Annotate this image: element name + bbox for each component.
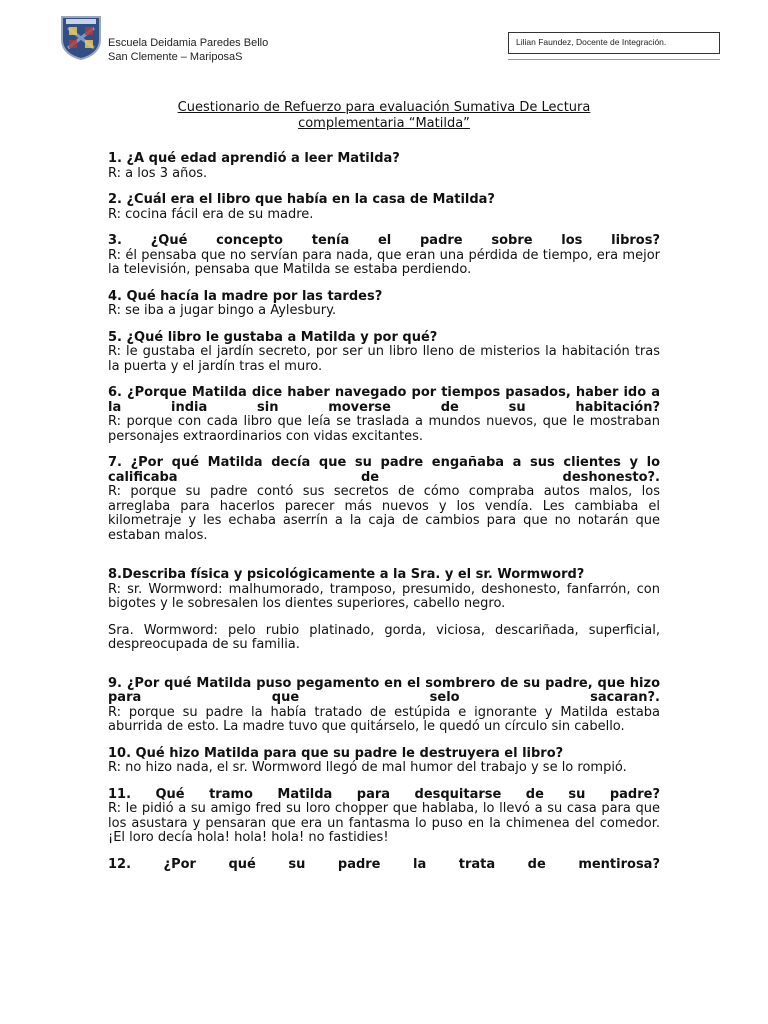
answer-text-continued: Sra. Wormword: pelo rubio platinado, gorda, viciosa, descariñada, superficial, despreocupada de su familia. bbox=[108, 622, 660, 652]
question-text: 5. ¿Qué libro le gustaba a Matilda y por qué? bbox=[108, 329, 438, 345]
question-item bbox=[108, 858, 660, 873]
answer-text: R: le gustaba el jardín secreto, por ser un libro lleno de misterios la habitación tras la puerta y el jardín tras el muro. bbox=[108, 344, 660, 374]
question-item bbox=[108, 290, 660, 319]
question-item bbox=[108, 234, 660, 278]
title-line-1: Cuestionario de Refuerzo para evaluación Sumativa De Lectura bbox=[177, 100, 591, 115]
question-text: 11. Qué tramo Matilda para desquitarse de su padre? bbox=[108, 786, 660, 802]
question-item bbox=[108, 193, 660, 222]
title-line-2: complementaria “Matilda” bbox=[298, 116, 470, 131]
questionnaire bbox=[108, 152, 660, 884]
question-item bbox=[108, 152, 660, 181]
question-item bbox=[108, 747, 660, 776]
answer-text: R: porque su padre la había tratado de estúpida e ignorante y Matilda estaba aburrida de esto. La madre tuvo que quitárselo, le quedó un círculo sin cabello. bbox=[108, 704, 660, 734]
school-name: Escuela Deidamia Paredes Bello bbox=[108, 37, 269, 49]
question-text: 8.Describa física y psicológicamente a la Sra. y el sr. Wormword? bbox=[108, 567, 585, 582]
question-text: 9. ¿Por qué Matilda puso pegamento en el sombrero de su padre, que hizo para que selo sacaran?. bbox=[108, 675, 660, 705]
answer-text: R: no hizo nada, el sr. Wormword llegó de mal humor del trabajo y se lo rompió. bbox=[108, 760, 627, 775]
question-text: 6. ¿Porque Matilda dice haber navegado por tiempos pasados, haber ido a la india sin moverse de su habitación? bbox=[108, 385, 660, 415]
answer-text: R: se iba a jugar bingo a Aylesbury. bbox=[108, 303, 337, 318]
document-title bbox=[120, 100, 648, 132]
question-text: 4. Qué hacía la madre por las tardes? bbox=[108, 288, 383, 304]
header-divider bbox=[508, 59, 720, 60]
answer-text: R: porque su padre contó sus secretos de cómo compraba autos malos, los arreglaba para hacerlos parecer más nuevos y los vendía. Les cambiaba el kilometraje y les echaba aserrín a la caja de cambios para que no notarán que estaban malos. bbox=[108, 484, 660, 543]
question-item bbox=[108, 677, 660, 735]
answer-text: R: él pensaba que no servían para nada, que eran una pérdida de tiempo, era mejor la televisión, pensaba que Matilda se estaba perdiendo. bbox=[108, 247, 660, 277]
question-item bbox=[108, 456, 660, 543]
question-text: 3. ¿Qué concepto tenía el padre sobre los libros? bbox=[108, 233, 660, 248]
question-item bbox=[108, 386, 660, 444]
teacher-name-box: Lilian Faundez, Docente de Integración. bbox=[508, 32, 720, 54]
question-item bbox=[108, 331, 660, 375]
school-crest-logo bbox=[60, 14, 102, 60]
answer-text: R: a los 3 años. bbox=[108, 165, 208, 181]
school-location: San Clemente – MariposaS bbox=[108, 51, 243, 63]
answer-text: R: porque con cada libro que leía se traslada a mundos nuevos, que le mostraban personajes extraordinarios con vidas excitantes. bbox=[108, 414, 660, 444]
question-text: 10. Qué hizo Matilda para que su padre le destruyera el libro? bbox=[108, 745, 564, 761]
answer-text: R: cocina fácil era de su madre. bbox=[108, 206, 314, 222]
question-text: 7. ¿Por qué Matilda decía que su padre engañaba a sus clientes y lo calificaba de deshonesto?. bbox=[108, 455, 660, 485]
question-text: 12. ¿Por qué su padre la trata de mentirosa? bbox=[108, 856, 660, 872]
question-text: 1. ¿A qué edad aprendió a leer Matilda? bbox=[108, 151, 400, 166]
school-name-block bbox=[108, 36, 268, 64]
question-text: 2. ¿Cuál era el libro que había en la casa de Matilda? bbox=[108, 192, 495, 207]
question-item bbox=[108, 568, 660, 653]
answer-text: R: sr. Wormword: malhumorado, tramposo, presumido, deshonesto, fanfarrón, con bigotes y le sobresalen los dientes superiores, cabello negro. bbox=[108, 581, 660, 611]
question-item bbox=[108, 788, 660, 846]
answer-text: R: le pidió a su amigo fred su loro chopper que hablaba, lo llevó a su casa para que los asustara y pensaran que era un fantasma lo puso en la chimenea del comedor. ¡El loro decía hola! hola! hola! no fastidies! bbox=[108, 801, 660, 845]
